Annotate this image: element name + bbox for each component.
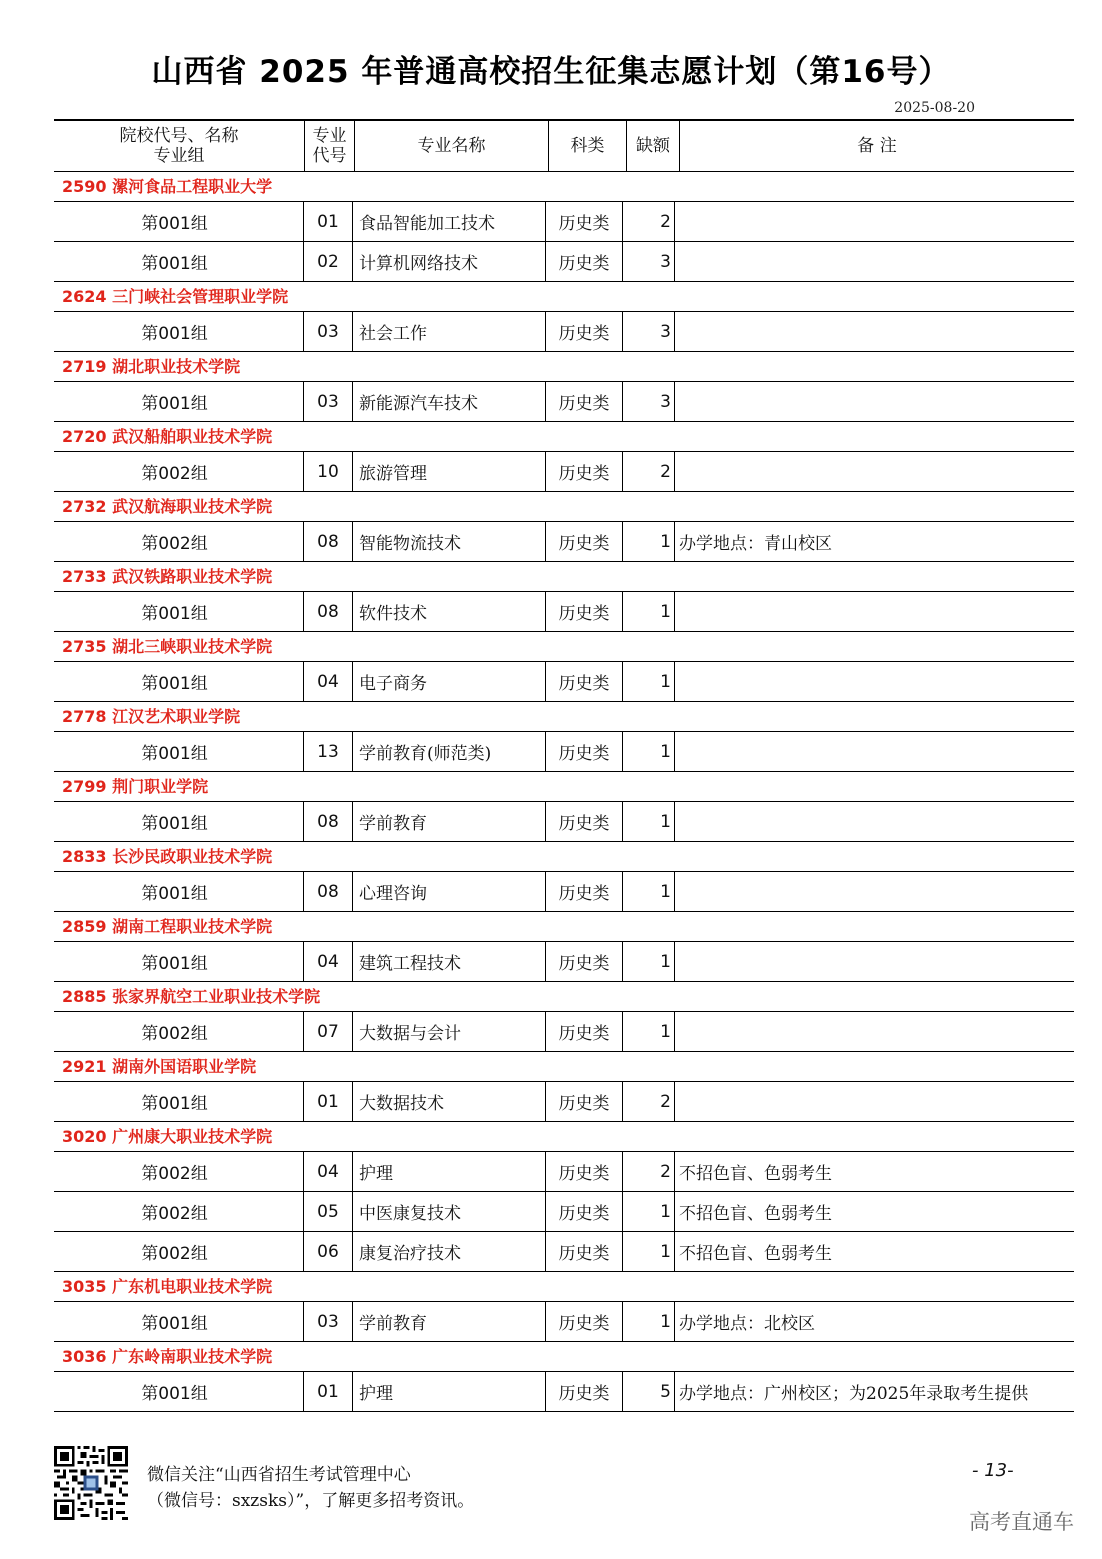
major-code-cell: 08 (304, 522, 353, 561)
quota-cell: 2 (623, 1082, 675, 1121)
school-header: 2833 长沙民政职业技术学院 (54, 842, 1074, 872)
group-cell: 第001组 (54, 1372, 304, 1411)
category-cell: 历史类 (546, 732, 623, 771)
quota-cell: 5 (623, 1372, 675, 1411)
major-code-cell: 01 (304, 202, 353, 241)
major-code-cell: 10 (304, 452, 353, 491)
school-header: 2921 湖南外国语职业学院 (54, 1052, 1074, 1082)
notes-cell (675, 1012, 1074, 1051)
major-code-cell: 07 (304, 1012, 353, 1051)
major-name-cell: 智能物流技术 (353, 522, 546, 561)
group-cell: 第002组 (54, 1152, 304, 1191)
header-quota: 缺额 (627, 121, 680, 171)
qr-code-icon (54, 1446, 128, 1520)
wechat-follow-line2: （微信号：sxzsks）”，了解更多招考资讯。 (147, 1491, 475, 1511)
major-name-cell: 护理 (353, 1152, 546, 1191)
major-code-cell: 01 (304, 1372, 353, 1411)
school-header: 2719 湖北职业技术学院 (54, 352, 1074, 382)
wechat-follow-line1: 微信关注“山西省招生考试管理中心 (147, 1465, 411, 1485)
group-cell: 第002组 (54, 1012, 304, 1051)
major-code-cell: 08 (304, 872, 353, 911)
notes-cell (675, 732, 1074, 771)
quota-cell: 1 (623, 732, 675, 771)
notes-cell (675, 872, 1074, 911)
category-cell: 历史类 (546, 942, 623, 981)
header-major-name: 专业名称 (355, 121, 549, 171)
table-header (54, 119, 1074, 172)
quota-cell: 3 (623, 312, 675, 351)
table-row (54, 1082, 1074, 1122)
page-footer (0, 1440, 1102, 1559)
quota-cell: 1 (623, 592, 675, 631)
notes-cell: 不招色盲、色弱考生 (679, 1244, 832, 1264)
school-header: 2733 武汉铁路职业技术学院 (54, 562, 1074, 592)
category-cell: 历史类 (546, 242, 623, 281)
group-cell: 第001组 (54, 662, 304, 701)
category-cell: 历史类 (546, 872, 623, 911)
quota-cell: 1 (623, 942, 675, 981)
major-code-cell: 04 (304, 942, 353, 981)
quota-cell: 1 (623, 1232, 675, 1271)
notes-cell (675, 662, 1074, 701)
notes-cell: 办学地点：北校区 (679, 1314, 815, 1334)
table-row (54, 522, 1074, 562)
major-code-cell: 05 (304, 1192, 353, 1231)
header-school-group: 院校代号、名称 专业组 (54, 121, 305, 171)
page-title: 山西省 2025 年普通高校招生征集志愿计划（第16号） (151, 54, 951, 90)
quota-cell: 1 (623, 1012, 675, 1051)
category-cell: 历史类 (546, 1372, 623, 1411)
header-category: 科类 (549, 121, 627, 171)
school-header: 2624 三门峡社会管理职业学院 (54, 282, 1074, 312)
table-row (54, 1372, 1074, 1412)
notes-cell (675, 802, 1074, 841)
major-name-cell: 社会工作 (353, 312, 546, 351)
major-name-cell: 大数据技术 (353, 1082, 546, 1121)
table-body (54, 172, 1074, 1412)
major-code-cell: 13 (304, 732, 353, 771)
quota-cell: 1 (623, 872, 675, 911)
group-cell: 第001组 (54, 942, 304, 981)
table-row (54, 242, 1074, 282)
notes-cell: 办学地点：青山校区 (679, 534, 832, 554)
group-cell: 第001组 (54, 1082, 304, 1121)
school-header: 3020 广州康大职业技术学院 (54, 1122, 1074, 1152)
school-header: 2799 荆门职业学院 (54, 772, 1074, 802)
category-cell: 历史类 (546, 802, 623, 841)
group-cell: 第002组 (54, 452, 304, 491)
table-row (54, 452, 1074, 492)
group-cell: 第002组 (54, 1192, 304, 1231)
major-name-cell: 食品智能加工技术 (353, 202, 546, 241)
notes-cell: 办学地点：广州校区；为2025年录取考生提供 (679, 1384, 1029, 1404)
table-row (54, 872, 1074, 912)
group-cell: 第001组 (54, 732, 304, 771)
quota-cell: 1 (623, 522, 675, 561)
group-cell: 第001组 (54, 1302, 304, 1341)
school-header: 3035 广东机电职业技术学院 (54, 1272, 1074, 1302)
table-row (54, 1232, 1074, 1272)
school-header: 2735 湖北三峡职业技术学院 (54, 632, 1074, 662)
table-row (54, 942, 1074, 982)
major-code-cell: 04 (304, 1152, 353, 1191)
notes-cell: 不招色盲、色弱考生 (679, 1164, 832, 1184)
quota-cell: 1 (623, 1192, 675, 1231)
quota-cell: 1 (623, 1302, 675, 1341)
major-name-cell: 学前教育 (353, 1302, 546, 1341)
major-name-cell: 护理 (353, 1372, 546, 1411)
group-cell: 第001组 (54, 872, 304, 911)
school-header: 3036 广东岭南职业技术学院 (54, 1342, 1074, 1372)
school-header: 2732 武汉航海职业技术学院 (54, 492, 1074, 522)
notes-cell (675, 382, 1074, 421)
major-name-cell: 旅游管理 (353, 452, 546, 491)
category-cell: 历史类 (546, 522, 623, 561)
table-row (54, 312, 1074, 352)
notes-cell (675, 1082, 1074, 1121)
category-cell: 历史类 (546, 1192, 623, 1231)
category-cell: 历史类 (546, 202, 623, 241)
category-cell: 历史类 (546, 662, 623, 701)
major-name-cell: 计算机网络技术 (353, 242, 546, 281)
table-row (54, 1192, 1074, 1232)
school-header: 2590 漯河食品工程职业大学 (54, 172, 1074, 202)
school-header: 2778 江汉艺术职业学院 (54, 702, 1074, 732)
category-cell: 历史类 (546, 452, 623, 491)
major-code-cell: 08 (304, 592, 353, 631)
quota-cell: 2 (623, 202, 675, 241)
group-cell: 第002组 (54, 522, 304, 561)
table-row (54, 1302, 1074, 1342)
table-row (54, 1152, 1074, 1192)
major-name-cell: 学前教育 (353, 802, 546, 841)
header-notes: 备 注 (857, 136, 897, 156)
category-cell: 历史类 (546, 382, 623, 421)
school-header: 2859 湖南工程职业技术学院 (54, 912, 1074, 942)
table-row (54, 592, 1074, 632)
major-name-cell: 康复治疗技术 (353, 1232, 546, 1271)
table-row (54, 732, 1074, 772)
header-major-code: 专业 代号 (305, 121, 355, 171)
school-header: 2885 张家界航空工业职业技术学院 (54, 982, 1074, 1012)
group-cell: 第001组 (54, 382, 304, 421)
quota-cell: 2 (623, 1152, 675, 1191)
category-cell: 历史类 (546, 312, 623, 351)
notes-cell (675, 202, 1074, 241)
group-cell: 第002组 (54, 1232, 304, 1271)
category-cell: 历史类 (546, 1302, 623, 1341)
publish-date: 2025-08-20 (894, 100, 975, 116)
major-code-cell: 01 (304, 1082, 353, 1121)
category-cell: 历史类 (546, 1152, 623, 1191)
page-number: - 13- (972, 1460, 1014, 1481)
major-code-cell: 03 (304, 1302, 353, 1341)
group-cell: 第001组 (54, 242, 304, 281)
group-cell: 第001组 (54, 802, 304, 841)
table-row (54, 202, 1074, 242)
quota-cell: 3 (623, 382, 675, 421)
group-cell: 第001组 (54, 202, 304, 241)
table-row (54, 662, 1074, 702)
category-cell: 历史类 (546, 1012, 623, 1051)
major-code-cell: 06 (304, 1232, 353, 1271)
quota-cell: 2 (623, 452, 675, 491)
major-name-cell: 新能源汽车技术 (353, 382, 546, 421)
table-row (54, 802, 1074, 842)
major-name-cell: 大数据与会计 (353, 1012, 546, 1051)
major-name-cell: 中医康复技术 (353, 1192, 546, 1231)
major-code-cell: 08 (304, 802, 353, 841)
major-name-cell: 学前教育(师范类) (353, 732, 546, 771)
major-code-cell: 03 (304, 382, 353, 421)
brand-watermark: 高考直通车 (969, 1510, 1074, 1534)
school-header: 2720 武汉船舶职业技术学院 (54, 422, 1074, 452)
notes-cell (675, 942, 1074, 981)
notes-cell: 不招色盲、色弱考生 (679, 1204, 832, 1224)
group-cell: 第001组 (54, 592, 304, 631)
major-name-cell: 心理咨询 (353, 872, 546, 911)
notes-cell (675, 312, 1074, 351)
notes-cell (675, 592, 1074, 631)
table-row (54, 382, 1074, 422)
quota-cell: 1 (623, 662, 675, 701)
quota-cell: 1 (623, 802, 675, 841)
major-name-cell: 电子商务 (353, 662, 546, 701)
category-cell: 历史类 (546, 1082, 623, 1121)
table-row (54, 1012, 1074, 1052)
major-code-cell: 04 (304, 662, 353, 701)
major-code-cell: 03 (304, 312, 353, 351)
major-name-cell: 软件技术 (353, 592, 546, 631)
major-code-cell: 02 (304, 242, 353, 281)
group-cell: 第001组 (54, 312, 304, 351)
notes-cell (675, 452, 1074, 491)
notes-cell (675, 242, 1074, 281)
category-cell: 历史类 (546, 1232, 623, 1271)
major-name-cell: 建筑工程技术 (353, 942, 546, 981)
category-cell: 历史类 (546, 592, 623, 631)
plan-table (54, 119, 1074, 1412)
quota-cell: 3 (623, 242, 675, 281)
